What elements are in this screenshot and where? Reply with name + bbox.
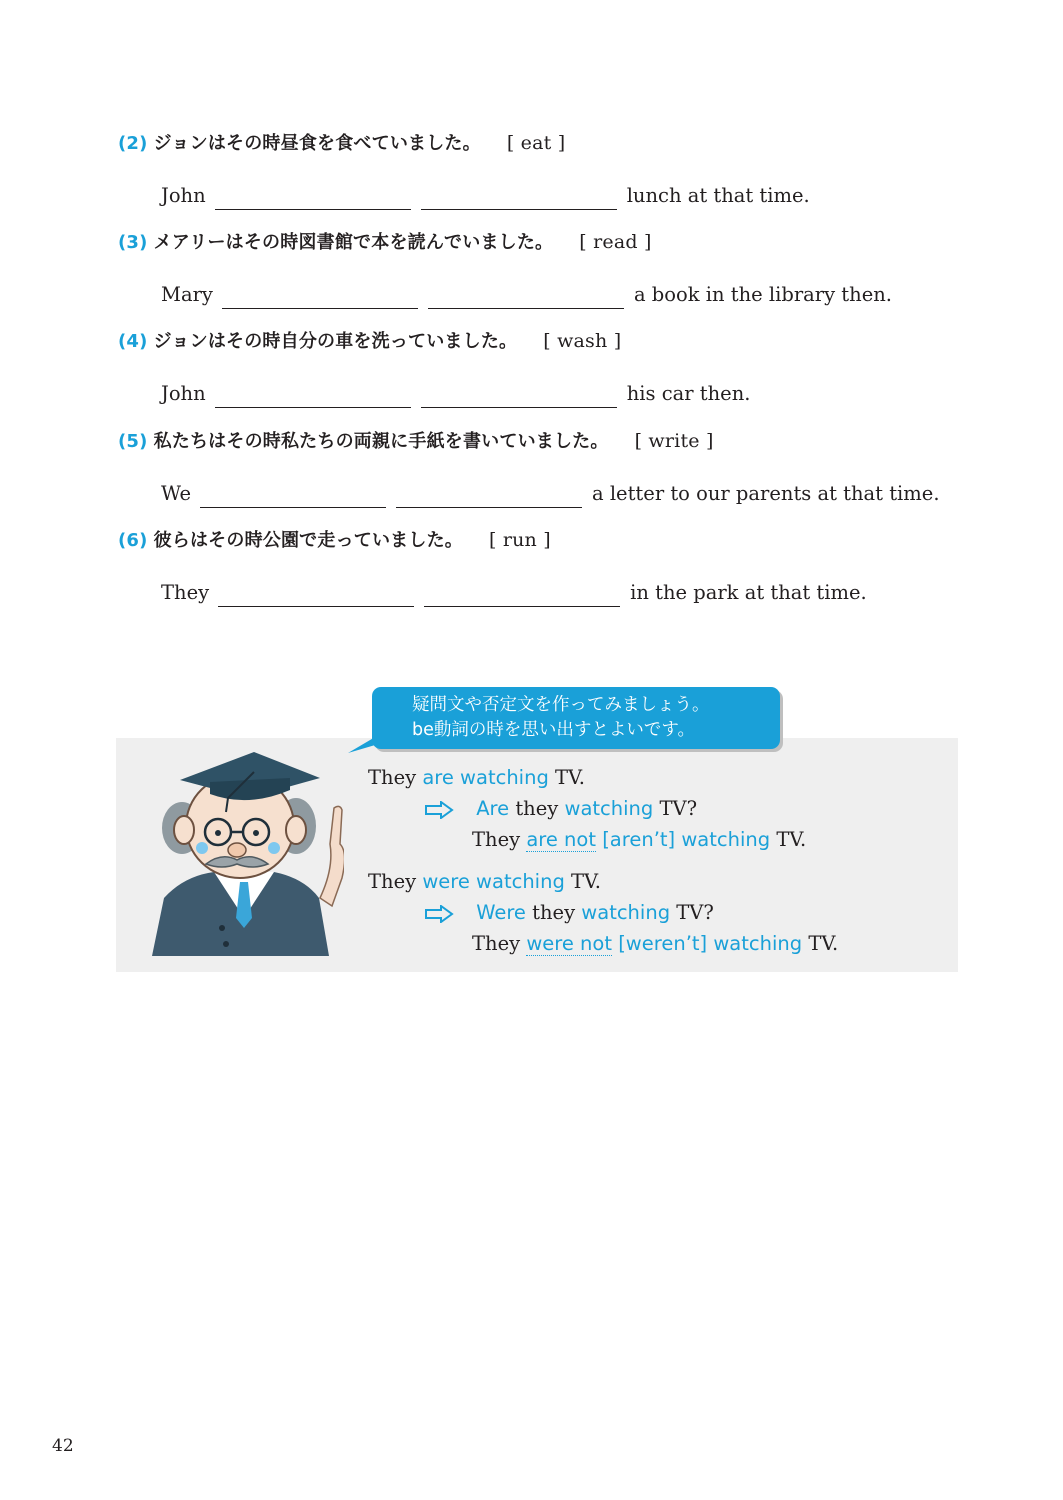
past-question — [424, 899, 714, 927]
question-number: (3) — [118, 232, 148, 253]
subject: They — [161, 581, 210, 604]
question-number: (6) — [118, 530, 148, 551]
sentence-rest: a book in the library then. — [633, 283, 892, 306]
sentence-rest: lunch at that time. — [626, 184, 810, 207]
word: They — [472, 932, 521, 955]
highlight: watching — [581, 901, 671, 924]
grammar-tip-panel — [116, 738, 958, 972]
speech-bubble — [372, 687, 780, 749]
japanese-sentence: 私たちはその時私たちの両親に手紙を書いていました。 — [153, 431, 609, 452]
japanese-sentence: メアリーはその時図書館で本を読んでいました。 — [153, 232, 554, 253]
answer-blank-1[interactable] — [215, 387, 411, 408]
japanese-sentence: ジョンはその時昼食を食べていました。 — [153, 133, 481, 154]
professor-illustration — [144, 748, 344, 958]
subject: We — [161, 482, 191, 505]
word: TV. — [555, 766, 585, 789]
question-line — [118, 527, 551, 553]
verb-hint: [ write ] — [634, 430, 714, 452]
answer-blank-2[interactable] — [421, 189, 617, 210]
bubble-tail-icon — [348, 733, 382, 755]
arrow-right-icon — [424, 801, 454, 819]
word: TV. — [808, 932, 839, 955]
answer-blank-1[interactable] — [218, 586, 414, 607]
question-line — [118, 428, 714, 454]
bubble-line-2: be動詞の時を思い出すとよいです。 — [412, 720, 695, 740]
word: They — [368, 766, 417, 789]
highlight-underlined: were not — [526, 932, 612, 955]
answer-blank-1[interactable] — [222, 288, 418, 309]
word: TV? — [676, 901, 714, 924]
word: they — [532, 901, 576, 924]
answer-blank-2[interactable] — [421, 387, 617, 408]
past-negative — [472, 930, 838, 958]
subject: Mary — [161, 283, 213, 306]
word: TV. — [571, 870, 601, 893]
subject: John — [161, 184, 206, 207]
present-negative — [472, 826, 806, 854]
answer-blank-1[interactable] — [200, 487, 386, 508]
highlight: [weren’t] watching — [618, 932, 803, 955]
page-number: 42 — [52, 1436, 74, 1456]
arrow-right-icon — [424, 905, 454, 923]
highlight: watching — [564, 797, 654, 820]
question-line — [118, 229, 652, 255]
word: They — [472, 828, 521, 851]
highlight: Were — [476, 901, 526, 924]
question-number: (2) — [118, 133, 148, 154]
verb-hint: [ run ] — [488, 529, 551, 551]
answer-line — [161, 579, 867, 607]
answer-blank-2[interactable] — [428, 288, 624, 309]
question-number: (5) — [118, 431, 148, 452]
question-line — [118, 130, 565, 156]
sentence-rest: in the park at that time. — [630, 581, 867, 604]
highlight-underlined: are not — [526, 828, 596, 851]
japanese-sentence: 彼らはその時公園で走っていました。 — [153, 530, 463, 551]
highlight: Are — [476, 797, 510, 820]
answer-line — [161, 480, 940, 508]
highlight: are watching — [422, 766, 549, 789]
sentence-rest: his car then. — [626, 382, 751, 405]
answer-line — [161, 281, 892, 309]
answer-blank-1[interactable] — [215, 189, 411, 210]
word: they — [515, 797, 559, 820]
question-number: (4) — [118, 331, 148, 352]
word: They — [368, 870, 417, 893]
highlight: [aren’t] watching — [602, 828, 771, 851]
japanese-sentence: ジョンはその時自分の車を洗っていました。 — [153, 331, 518, 352]
answer-line — [161, 182, 810, 210]
answer-line — [161, 380, 750, 408]
word: TV. — [776, 828, 807, 851]
verb-hint: [ wash ] — [543, 330, 622, 352]
present-statement — [368, 764, 585, 792]
question-line — [118, 328, 621, 354]
subject: John — [161, 382, 206, 405]
sentence-rest: a letter to our parents at that time. — [592, 482, 940, 505]
verb-hint: [ eat ] — [506, 132, 566, 154]
verb-hint: [ read ] — [579, 231, 652, 253]
past-statement — [368, 868, 601, 896]
answer-blank-2[interactable] — [424, 586, 620, 607]
highlight: were watching — [422, 870, 565, 893]
answer-blank-2[interactable] — [396, 487, 582, 508]
bubble-line-1: 疑問文や否定文を作ってみましょう。 — [412, 695, 710, 715]
present-question — [424, 795, 697, 823]
word: TV? — [659, 797, 698, 820]
